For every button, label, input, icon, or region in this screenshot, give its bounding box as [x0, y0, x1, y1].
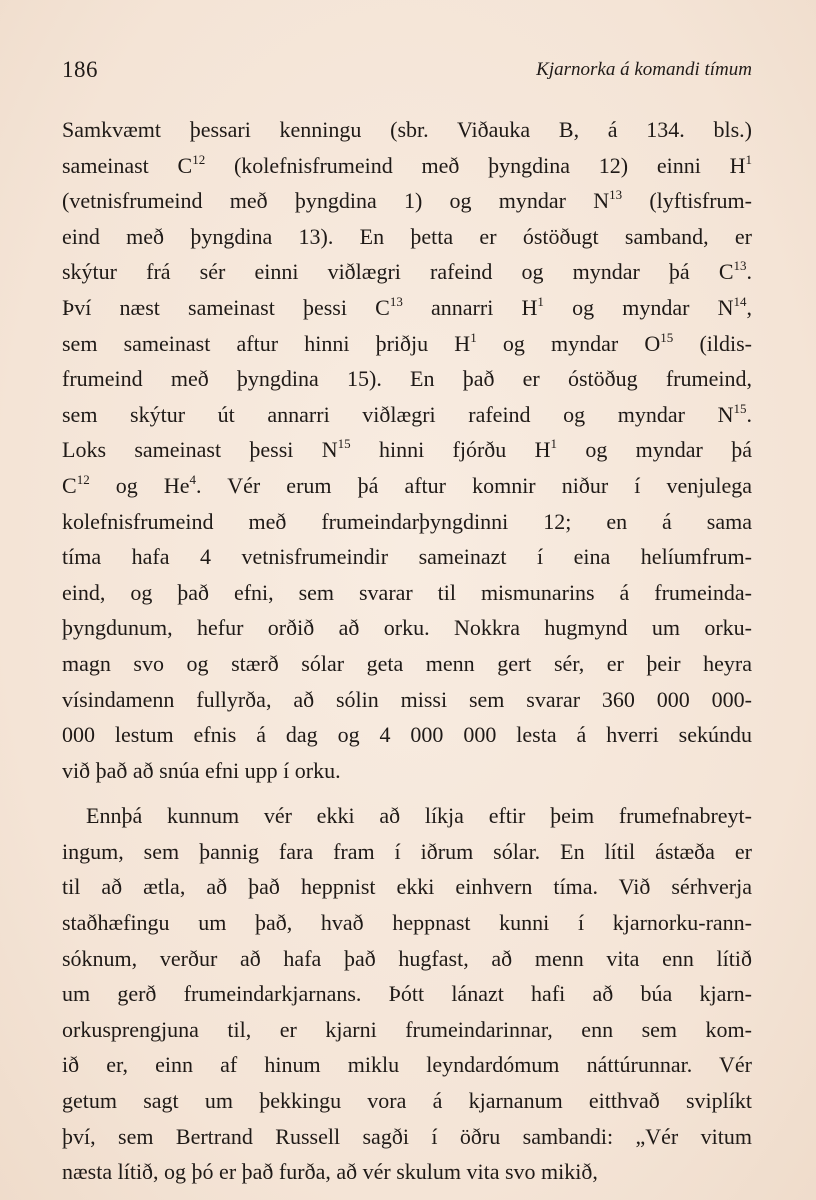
isotope-superscript: 12 [76, 471, 90, 487]
text-line [62, 682, 752, 718]
isotope-superscript: 14 [733, 293, 747, 309]
text-line [62, 183, 752, 219]
isotope-superscript: 12 [192, 151, 206, 167]
text-run: (ildis- [673, 330, 752, 356]
text-run: eind, og það efni, sem svarar til mismunarins á frumeinda- [62, 579, 752, 605]
text-line [62, 941, 752, 977]
text-run: sem skýtur út annarri viðlægri rafeind og myndar N [62, 401, 734, 427]
text-line [62, 1047, 752, 1083]
text-line [62, 717, 752, 753]
text-line [62, 1012, 752, 1048]
isotope-superscript: 15 [337, 436, 351, 452]
isotope-superscript: 1 [745, 151, 752, 167]
text-line [62, 254, 752, 290]
text-line [62, 290, 752, 326]
text-run: . Vér erum þá aftur komnir niður í venjulega [196, 472, 752, 498]
text-run: um gerð frumeindarkjarnans. Þótt lánazt hafi að búa kjarn- [62, 981, 752, 1007]
text-run: magn svo og stærð sólar geta menn gert sér, er þeir heyra [62, 650, 752, 676]
text-run: . [746, 401, 752, 427]
text-run: staðhæfingu um það, hvað heppnast kunni í kjarnorku-rann- [62, 910, 752, 936]
text-run: þyngdunum, hefur orðið að orku. Nokkra hugmynd um orku- [62, 615, 752, 641]
isotope-superscript: 1 [470, 329, 477, 345]
text-run: Því næst sameinast þessi C [62, 294, 390, 320]
running-title: Kjarnorka á komandi tímum [536, 59, 752, 80]
text-run: annarri H [402, 294, 538, 320]
text-line [62, 834, 752, 870]
text-run: Ennþá kunnum vér ekki að líkja eftir þeim frumefnabreyt- [86, 803, 752, 829]
text-run: . [746, 259, 752, 285]
text-run: (kolefnisfrumeind með þyngdina 12) einni H [205, 152, 746, 178]
isotope-superscript: 13 [609, 187, 623, 203]
isotope-superscript: 13 [733, 258, 747, 274]
text-line [62, 219, 752, 255]
text-line [62, 869, 752, 905]
isotope-superscript: 1 [537, 293, 544, 309]
text-run: , [746, 294, 753, 320]
text-run: (lyftisfrum- [622, 188, 752, 214]
text-run: til að ætla, að það heppnist ekki einhvern tíma. Við sérhverja [62, 874, 752, 900]
text-run: sóknum, verður að hafa það hugfast, að menn vita enn lítið [62, 945, 752, 971]
text-line [62, 504, 752, 540]
page-number: 186 [62, 57, 98, 82]
isotope-superscript: 15 [660, 329, 674, 345]
text-run: við það að snúa efni upp í orku. [62, 757, 341, 783]
text-line [62, 326, 752, 362]
text-line [62, 905, 752, 941]
text-run: og myndar þá [557, 437, 752, 463]
text-line [62, 397, 752, 433]
text-line [62, 1119, 752, 1155]
isotope-superscript: 1 [550, 436, 558, 452]
text-line [62, 539, 752, 575]
text-line [62, 1154, 752, 1190]
page-header [62, 52, 752, 88]
text-line [62, 468, 752, 504]
text-run: Samkvæmt þessari kenningu (sbr. Viðauka B, á 134. bls.) [62, 117, 752, 142]
text-line [62, 112, 752, 148]
text-run: því, sem Bertrand Russell sagði í öðru sambandi: „Vér vitum [62, 1123, 752, 1149]
text-line [62, 753, 752, 789]
text-line [62, 798, 752, 834]
text-run: sem sameinast aftur hinni þriðju H [62, 330, 471, 356]
text-run: og He [89, 472, 190, 498]
text-line [62, 432, 752, 468]
text-run: og myndar O [476, 330, 661, 356]
paragraph-gap [62, 788, 752, 798]
text-line [62, 646, 752, 682]
text-run: 000 lestum efnis á dag og 4 000 000 lesta á hverri sekúndu [62, 722, 752, 748]
text-run: vísindamenn fullyrða, að sólin missi sem svarar 360 000 000- [62, 686, 752, 712]
text-run: skýtur frá sér einni viðlægri rafeind og myndar þá C [62, 259, 734, 285]
text-line [62, 976, 752, 1012]
text-line [62, 361, 752, 397]
text-run: næsta lítið, og þó er það furða, að vér skulum vita svo mikið, [62, 1159, 598, 1185]
text-run: kolefnisfrumeind með frumeindarþyngdinni 12; en á sama [62, 508, 752, 534]
text-run: og myndar N [543, 294, 734, 320]
text-run: getum sagt um þekkingu vora á kjarnanum eitthvað sviplíkt [62, 1088, 752, 1114]
text-run: Loks sameinast þessi N [62, 437, 338, 463]
text-run: ingum, sem þannig fara fram í iðrum sólar. En lítil ástæða er [62, 838, 752, 864]
body-text [62, 112, 752, 1190]
text-line [62, 610, 752, 646]
text-run: ið er, einn af hinum miklu leyndardómum náttúrunnar. Vér [62, 1052, 752, 1078]
text-run: frumeind með þyngdina 15). En það er óstöðug frumeind, [62, 366, 752, 392]
text-line [62, 148, 752, 184]
text-run: orkusprengjuna til, er kjarni frumeindarinnar, enn sem kom- [62, 1016, 752, 1042]
text-line [62, 575, 752, 611]
text-run: C [62, 472, 77, 498]
text-line [62, 1083, 752, 1119]
text-run: sameinast C [62, 152, 193, 178]
paragraph [62, 798, 752, 1190]
paragraph [62, 112, 752, 788]
text-run: tíma hafa 4 vetnisfrumeindir sameinazt í eina helíumfrum- [62, 544, 752, 570]
isotope-superscript: 13 [389, 293, 403, 309]
text-run: (vetnisfrumeind með þyngdina 1) og myndar N [62, 188, 610, 214]
text-run: eind með þyngdina 13). En þetta er óstöðugt samband, er [62, 223, 752, 249]
isotope-superscript: 4 [189, 471, 197, 487]
text-run: hinni fjórðu H [350, 437, 551, 463]
isotope-superscript: 15 [733, 400, 747, 416]
